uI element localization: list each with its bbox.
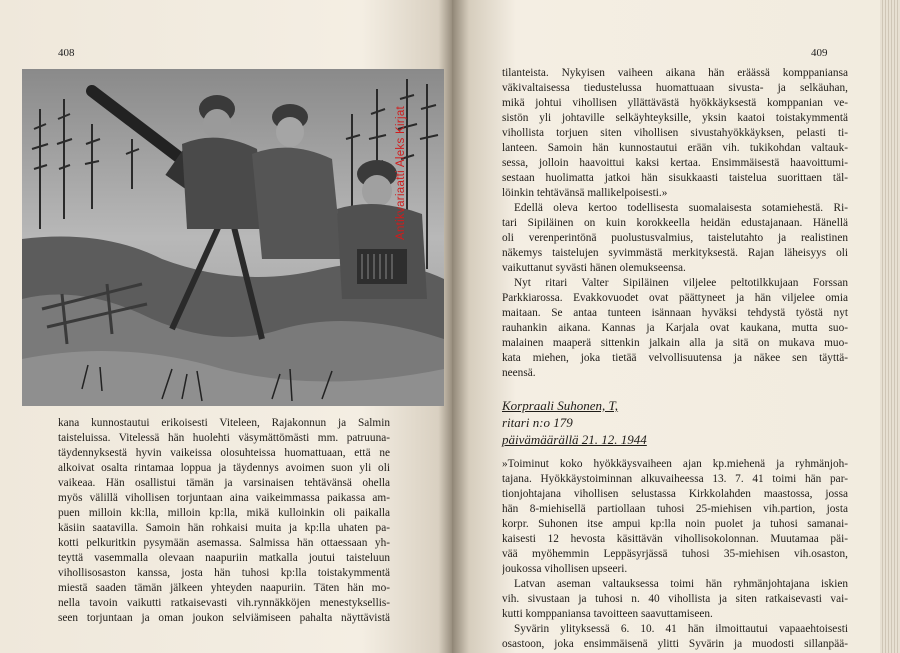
text-line: tilanteista. Nykyisen vaiheen aikana hän eräässä komppaniansa xyxy=(502,67,848,79)
text-line: kaisesti 12 hevosta käsittävän vihollisokolonnan. Muutamaa päi- xyxy=(502,533,848,545)
text-line: käsiin saatavilla. Samoin hän rohkaisi muita ja kp:lla uhaten pa- xyxy=(58,522,390,534)
text-line: väkivaltaisessa tiedustelussa huomattuaan sivusta- ja selkäuhan, xyxy=(502,82,848,94)
text-line: korpr. Suhonen itse ampui kp:lla noin puolet ja tuhosi samanai- xyxy=(502,518,848,530)
text-line: sistön yli johtaville selkäyhteyksille, yksin kaatoi toistakymmentä xyxy=(502,112,848,124)
text-line: vihollista torjuen siten vihollisen sivustahyökkäyksen, pelasti ti- xyxy=(502,127,848,139)
text-line: vaikuttanut syvästi hänen olemukseensa. xyxy=(502,262,686,274)
text-line: puen milloin kk:lla, milloin kp:lla, mikä kulloinkin oli paikalla xyxy=(58,507,390,519)
text-line: täydennyksestä hyvin vaikeissa olosuhteissa huomattuaan, että ne xyxy=(58,447,390,459)
text-line: kutti komppaniansa tavoitteen saavuttamiseen. xyxy=(502,608,713,620)
text-line: malainen maaperä sittenkin jalkain alla ja sitä on mukava muo- xyxy=(502,337,848,349)
text-line: joukossa vihollisen upseeri. xyxy=(502,563,628,575)
text-line: nella tavoin vaikutti ratkaisevasti vih.rynnäkköjen menestyksellis- xyxy=(58,597,390,609)
text-line: mikä johtui vihollisen yllättävästä hyökkäyksestä komppanian ve- xyxy=(502,97,848,109)
war-illustration xyxy=(22,69,444,406)
text-line: kotti pelkuritkin pysymään asemassa. Salmissa hän ottaessaan yh- xyxy=(58,537,390,549)
text-line: lanteen. Samoin hän kunnostautui erään vih. tukikohdan valtauk- xyxy=(502,142,848,154)
text-line: Latvan aseman valtauksessa toimi hän ryhmänjohtajana iskien xyxy=(514,578,848,590)
text-line: seen torjuntaan ja oman joukon selviämiseen pahalta näyttävistä xyxy=(58,612,390,624)
text-line: vih. sivustaan ja tuhosi n. 40 vihollista ja siten ratkaisevasti vai- xyxy=(502,593,848,605)
text-line: tajana. Hyökkäystoiminnan alkuvaiheessa 13. 7. 41 toimi hän par- xyxy=(502,473,848,485)
heading-ritari: ritari n:o 179 xyxy=(502,415,573,430)
text-line: kana kunnostautui erikoisesti Viteleen, Rajakonnun ja Salmin xyxy=(58,417,390,429)
right-body-text xyxy=(502,66,848,652)
text-line: Parkkiarossa. Evakkovuodet ovat päättyneet ja hän viljelee omia xyxy=(502,292,848,304)
text-line: sessa, jolloin haavoittui kaksi kertaa. Ensimmäisestä haavoittumi- xyxy=(502,157,848,169)
right-page xyxy=(452,0,880,653)
text-line: Syvärin ylityksessä 6. 10. 41 hän ilmoittautui vapaaehtoisesti xyxy=(514,623,848,635)
text-line: hän 8-miehisellä partiollaan tuhosi 25-miehisen vih.partion, josta xyxy=(502,503,848,515)
text-line: Edellä oleva kertoo todellisesta suomalaisesta sotamiehestä. Ri- xyxy=(514,202,848,214)
book-page-edges xyxy=(880,0,900,653)
text-line: vaikeaa. Hän osallistui tämän ja varsinaisen tehtävänsä ohella xyxy=(58,477,390,489)
page-number-right: 409 xyxy=(811,47,828,59)
text-line: tari Sipiläinen on kuin korokkeella heidän edustajanaan. Hänellä xyxy=(502,217,848,229)
watermark-stamp: Antikvariaatti Aleks Kirjat xyxy=(395,105,407,240)
text-line: tionjohtajana vihollisen selustassa Kirkkolahden maastossa, jossa xyxy=(502,488,848,500)
heading-name: Korpraali Suhonen, T, xyxy=(502,398,619,413)
page-number-left: 408 xyxy=(58,47,75,59)
text-line: alkoivat osalta rintamaa loppua ja täydennys avoimen suon yli oli xyxy=(58,462,390,474)
text-line: sestaan huolimatta jatkoi hän sisukkaasti taistelua suorittaen täl- xyxy=(502,172,848,184)
text-line: myös välillä vihollisen torjuntaan aina vaikeimmassa paikassa am- xyxy=(58,492,390,504)
heading-date: päivämäärällä 21. 12. 1944 xyxy=(502,432,647,447)
text-line: vää myöhemmin Leppäsyrjässä tuhosi 35-miehisen vih.osaston, xyxy=(502,548,848,560)
text-line: Nyt ritari Valter Sipiläinen viljelee peltotilkkujaan Forssan xyxy=(514,277,848,289)
text-line: näkemys taistelujen syvimmästä merkityksestä. Rajan läheisyys oli xyxy=(502,247,848,259)
war-illustration-icon xyxy=(22,69,444,406)
text-line: rauhankin aikana. Kannas ja Karjala ovat kaukana, mutta suo- xyxy=(502,322,848,334)
text-line: osastoon, joka ensimmäisenä ylitti Syvärin ja muodosti sillanpää- xyxy=(502,638,848,650)
text-line: oli verenperintönä puolustusvalmius, taistelutahto ja realistinen xyxy=(502,232,848,244)
left-body-text xyxy=(58,416,390,626)
text-line: löinkin tehtävänsä mallikelpoisesti.» xyxy=(502,187,668,199)
text-line: maitaan. Se antaa tunteen isännaan hyväksi tehdystä työstä nyt xyxy=(502,307,848,319)
text-line: kata miehen, joka tietää velvollisuutensa ja näkee sen täyttä- xyxy=(502,352,848,364)
text-line: »Toiminut koko hyökkäysvaiheen ajan kp.miehenä ja ryhmänjoh- xyxy=(502,458,848,470)
text-line: taisteluissa. Vitelessä hän huolehti väsymättömästi mm. patruuna- xyxy=(58,432,390,444)
text-line: vihollisosaston kanssa, josta hän tuhosi kp:lla toistakymmentä xyxy=(58,567,390,579)
text-line: miestä saaden tämän jälkeen yhteyden naapuriin. Täten hän mo- xyxy=(58,582,390,594)
text-line: neensä. xyxy=(502,367,536,379)
text-line: teyttä vasemmalla olevaan naapuriin matkalla joutui taisteluun xyxy=(58,552,390,564)
